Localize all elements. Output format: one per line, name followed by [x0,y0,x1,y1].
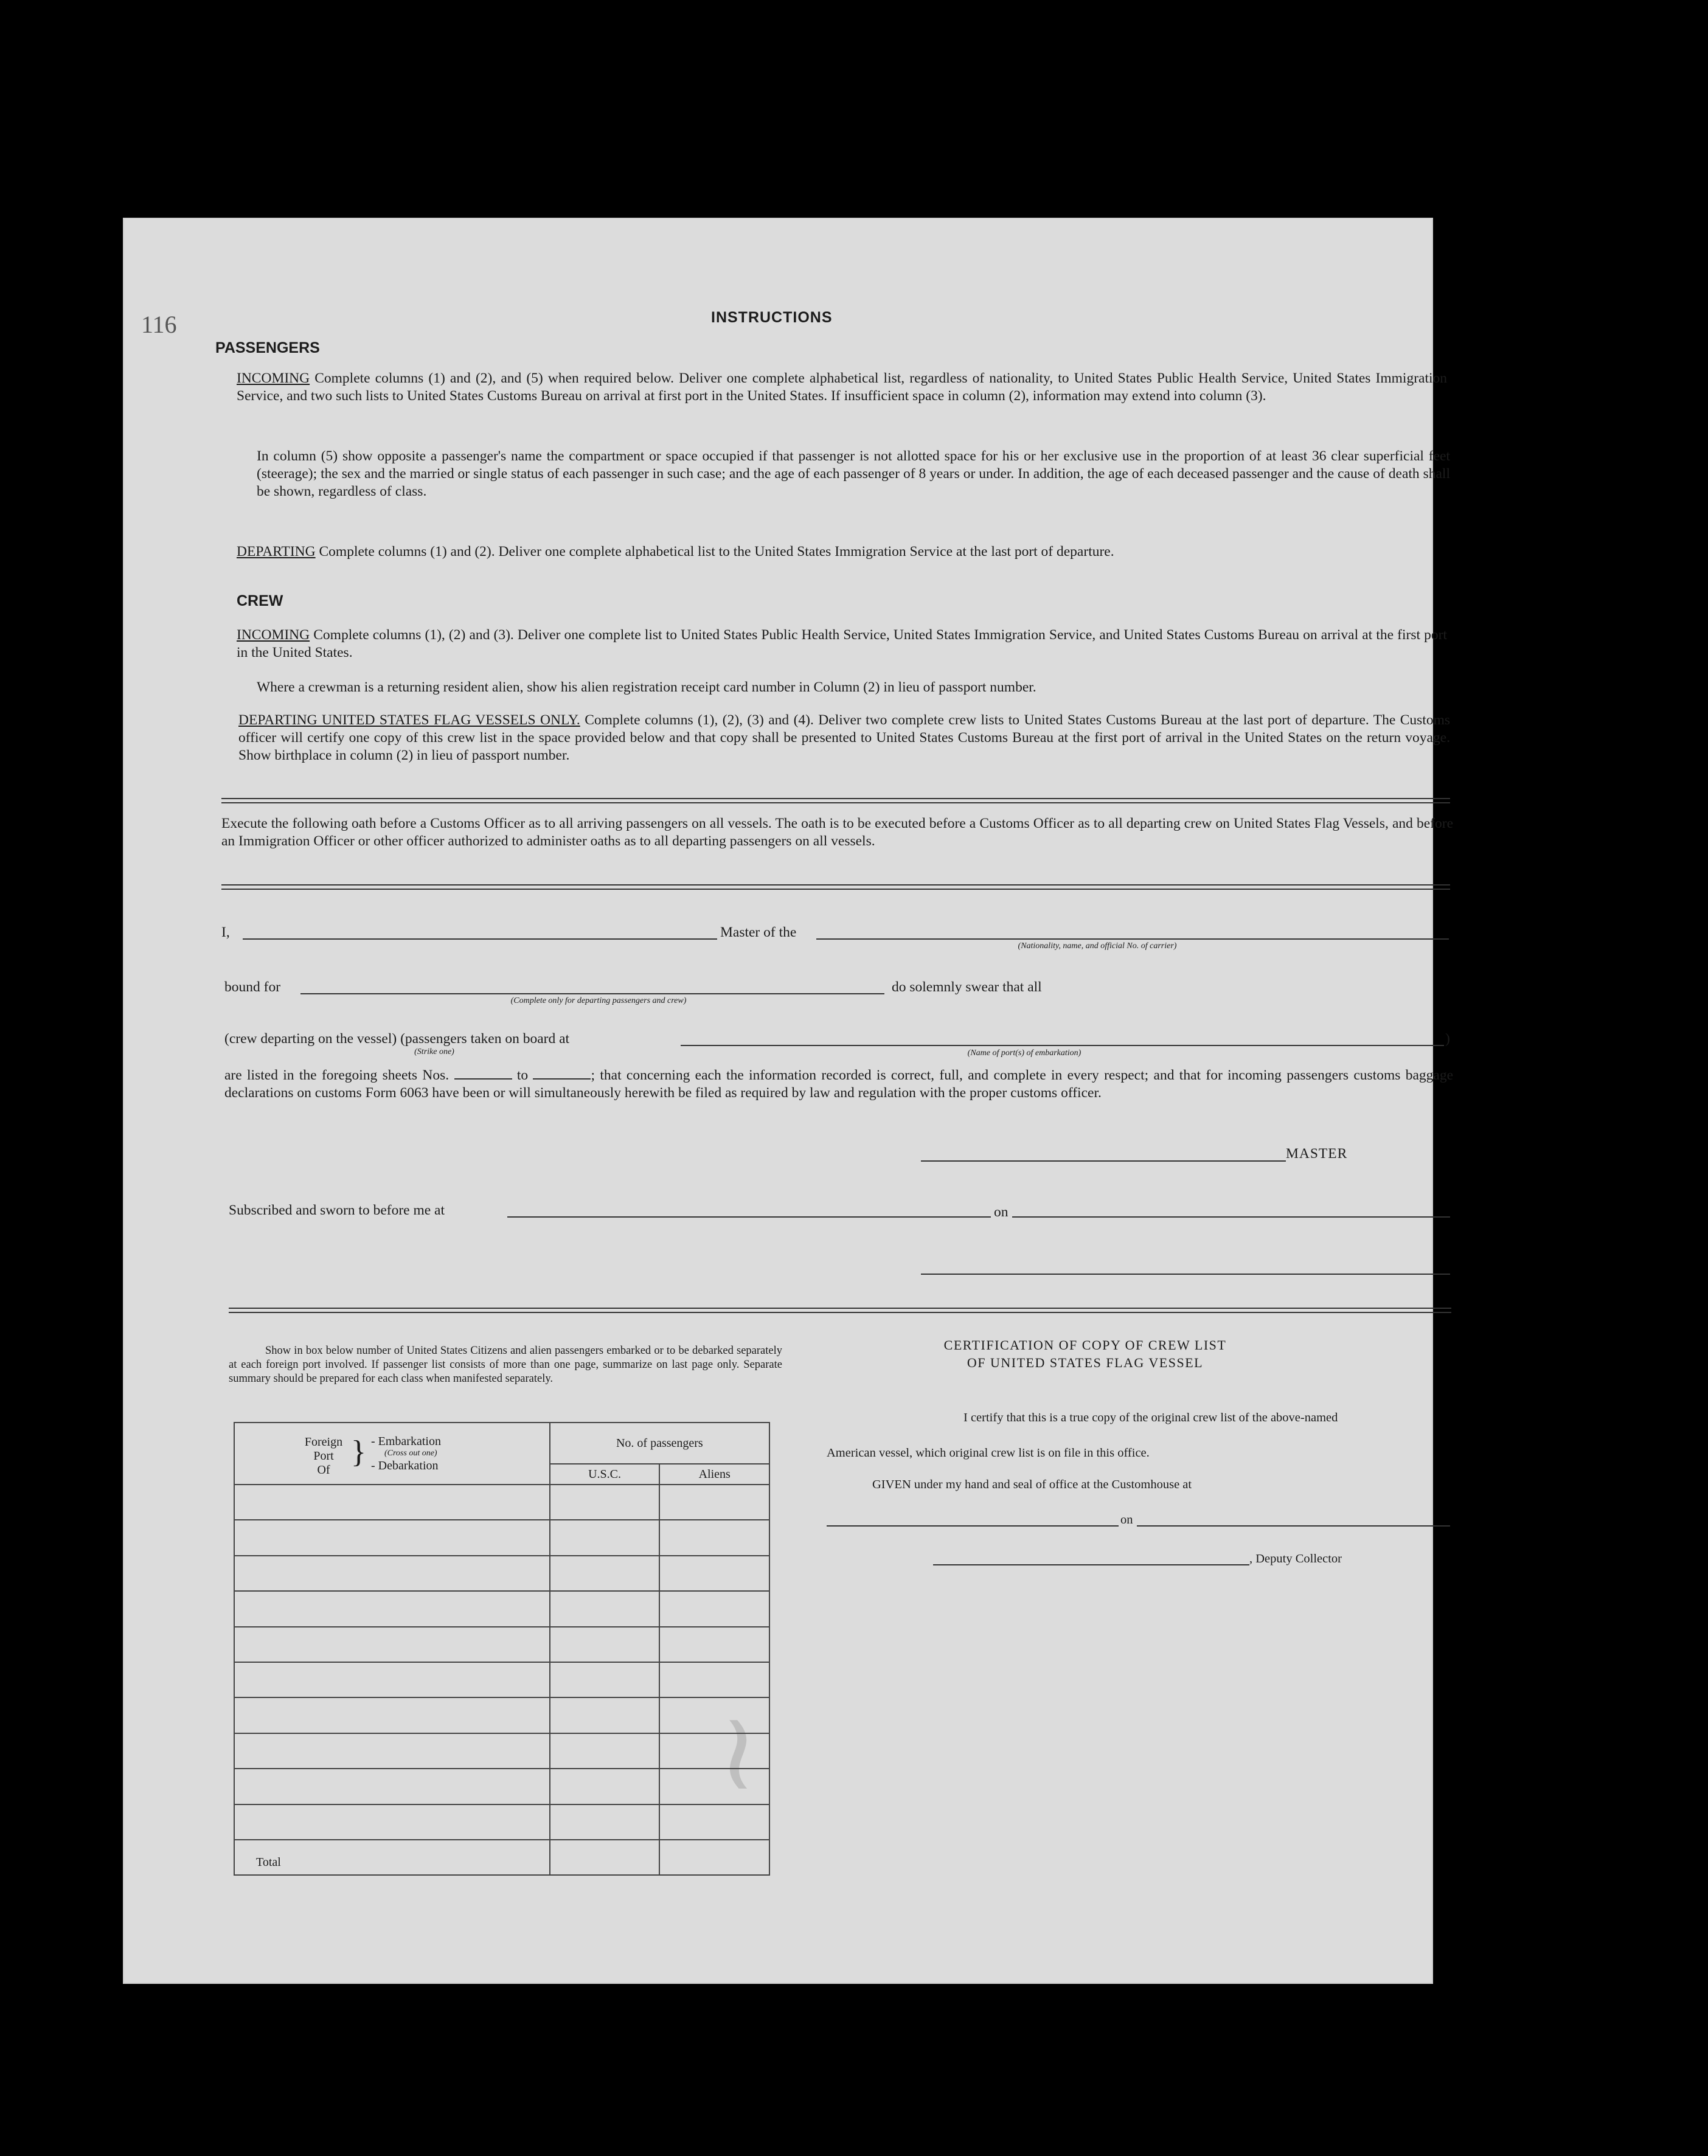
port-cell[interactable] [234,1485,550,1520]
page-mark: 116 [141,311,177,338]
embarkation-port-field[interactable] [681,1045,1444,1046]
officer-signature-field[interactable] [921,1274,1450,1275]
port-cell[interactable] [234,1556,550,1591]
cert-on-label: on [1120,1513,1133,1527]
usc-cell[interactable] [550,1804,660,1840]
sworn-on-label: on [994,1204,1008,1220]
master-signature-field[interactable] [921,1160,1286,1162]
oath-instructions: Execute the following oath before a Customs Officer as to all arriving passengers on all vessels. The oath is to be executed before a Customs Officer as to all departing crew on United States Flag Vessels, and before an Immigration Officer or other officer authorized to administer oaths as to all departing passengers on all vessels. [221,816,1453,849]
brace-icon: } [351,1435,366,1469]
certification-title-line2: OF UNITED STATES FLAG VESSEL [967,1355,1204,1370]
port-cell[interactable] [234,1769,550,1804]
table-row [234,1733,769,1769]
table-row [234,1697,769,1733]
aliens-cell[interactable] [659,1520,769,1555]
deputy-signature-field[interactable] [933,1564,1249,1565]
summary-table [234,1422,770,1876]
cross-out-label: (Cross out one) [384,1449,437,1458]
port-label: Port [313,1449,334,1463]
crew-departing-label: DEPARTING UNITED STATES FLAG VESSELS ONLY. [238,712,580,728]
master-of-the-label: Master of the [720,924,797,940]
bound-for-caption: (Complete only for departing passengers and crew) [510,996,687,1005]
passengers-column5-paragraph: In column (5) show opposite a passenger's name the compartment or space occupied if that passenger is not allotted space for his or her exclusive use in the proportion of at least 36 clear superficial feet (steerage); the sex and the married or single status of each passenger in such case; and the age of each passenger of 8 years or under. In addition, the age of each deceased passenger and the cause of death shall be shown, regardless of class. [257,448,1450,499]
usc-header: U.S.C. [550,1464,660,1485]
of-label: Of [317,1463,330,1477]
foreign-label: Foreign [304,1435,343,1449]
aliens-cell[interactable] [659,1733,769,1769]
port-cell[interactable] [234,1697,550,1733]
total-row [234,1840,769,1875]
certification-title-line1: CERTIFICATION OF COPY OF CREW LIST [943,1337,1227,1353]
to-label: to [516,1067,529,1083]
passengers-heading: PASSENGERS [215,339,320,356]
sworn-place-field[interactable] [507,1216,991,1218]
form-sheet [123,218,1454,1984]
deputy-collector-label: , Deputy Collector [1249,1552,1342,1565]
bleed-through-handwriting: ~ [672,1708,799,1800]
bound-for-field[interactable] [300,993,884,994]
port-cell[interactable] [234,1520,550,1555]
port-cell[interactable] [234,1591,550,1626]
oath-i-label: I, [221,924,230,940]
aliens-total-cell[interactable] [659,1840,769,1875]
table-row [234,1662,769,1697]
crew-incoming-text: Complete columns (1), (2) and (3). Deliver one complete list to United States Public Health Service, United States Immigration Service, and United States Customs Bureau on arrival at the first port in the United States. [237,627,1448,660]
usc-cell[interactable] [550,1485,660,1520]
passengers-incoming-label: INCOMING [237,370,310,386]
aliens-header: Aliens [659,1464,769,1485]
crew-departing-paragraph [238,712,1450,764]
aliens-cell[interactable] [659,1485,769,1520]
customhouse-field[interactable] [827,1525,1119,1527]
port-cell[interactable] [234,1627,550,1662]
crew-resident-paragraph: Where a crewman is a returning resident alien, show his alien registration receipt card number in Column (2) in lieu of passport number. [257,679,1036,695]
carrier-caption: (Nationality, name, and official No. of carrier) [1018,941,1177,951]
usc-total-cell[interactable] [550,1840,660,1875]
cert-date-field[interactable] [1137,1525,1450,1527]
passengers-incoming-text: Complete columns (1) and (2), and (5) when required below. Deliver one complete alphabetical list, regardless of nationality, to United States Public Health Service, United States Immigration Service, and two such lists to United States Customs Bureau on arrival at first port in the United States. If insufficient space in column (2), information may extend into column (3). [237,370,1448,404]
aliens-cell[interactable] [659,1591,769,1626]
certify-line1: I certify that this is a true copy of the original crew list of the above-named [963,1411,1338,1424]
table-row [234,1591,769,1626]
usc-cell[interactable] [550,1520,660,1555]
certification-title [903,1336,1268,1371]
master-name-field[interactable] [243,938,717,940]
strike-one-caption: (Strike one) [414,1047,454,1056]
given-line: GIVEN under my hand and seal of office at the Customhouse at [872,1478,1192,1491]
table-row [234,1485,769,1520]
port-cell[interactable] [234,1733,550,1769]
passengers-departing-paragraph [237,543,1447,561]
foreign-port-header [234,1423,550,1485]
table-row [234,1556,769,1591]
port-cell[interactable] [234,1804,550,1840]
table-row [234,1520,769,1555]
passengers-departing-label: DEPARTING [237,544,316,560]
listed-text: ; that concerning each the information recorded is correct, full, and complete in every respect; and that for incoming passengers customs baggage declarations on customs Form 6063 have been or will simultaneously herewith be filed as required by law and regulation with the proper customs officer. [224,1067,1454,1101]
usc-cell[interactable] [550,1697,660,1733]
passengers-incoming-paragraph [237,370,1447,405]
crew-heading: CREW [237,592,283,609]
table-row [234,1627,769,1662]
debarkation-label[interactable]: - Debarkation [371,1459,439,1472]
summary-instructions: Show in box below number of United States Citizens and alien passengers embarked or to be debarked separately at each foreign port involved. If passenger list consists of more than one page, summarize on last page only. Separate summary should be prepared for each class when manifested separately. [229,1345,782,1385]
divider [221,798,1450,803]
sheet-to-field[interactable] [533,1078,591,1080]
passengers-departing-text: Complete columns (1) and (2). Deliver one complete alphabetical list to the United States Immigration Service at the last port of departure. [319,544,1114,560]
usc-cell[interactable] [550,1591,660,1626]
crew-departing-line: (crew departing on the vessel) (passengers taken on board at [224,1031,570,1047]
total-label: Total [234,1840,550,1875]
aliens-cell[interactable] [659,1556,769,1591]
sworn-date-field[interactable] [1012,1216,1450,1218]
crew-incoming-paragraph [237,626,1447,662]
aliens-cell[interactable] [659,1697,769,1733]
master-label: MASTER [1286,1146,1348,1162]
sheet-from-field[interactable] [454,1078,512,1080]
page-title: INSTRUCTIONS [711,309,833,326]
port-caption: (Name of port(s) of embarkation) [967,1049,1081,1058]
carrier-field[interactable] [816,938,1449,940]
table-row [234,1769,769,1804]
table-row [234,1804,769,1840]
listed-prefix: are listed in the foregoing sheets Nos. [224,1067,450,1083]
aliens-cell[interactable] [659,1627,769,1662]
aliens-cell[interactable] [659,1769,769,1804]
usc-cell[interactable] [550,1627,660,1662]
usc-cell[interactable] [550,1662,660,1697]
aliens-cell[interactable] [659,1804,769,1840]
bound-for-label: bound for [224,979,281,995]
subscribed-label: Subscribed and sworn to before me at [229,1202,445,1218]
no-of-passengers-header: No. of passengers [550,1423,769,1464]
divider [221,884,1450,890]
usc-cell[interactable] [550,1556,660,1591]
solemnly-swear-label: do solemnly swear that all [892,979,1042,995]
crew-departing-text: Complete columns (1), (2), (3) and (4). Deliver two complete crew lists to United States Customs Bureau at the last port of departure. The Customs officer will certify one copy of this crew list in the space provided below and that copy shall be presented to United States Customs Bureau at the first port of arrival in the United States on the return voyage. Show birthplace in column (2) in lieu of passport number. [238,712,1451,763]
aliens-cell[interactable] [659,1662,769,1697]
close-paren: ) [1445,1031,1450,1047]
listed-paragraph [224,1067,1453,1102]
certify-line2: American vessel, which original crew list is on file in this office. [827,1446,1150,1460]
usc-cell[interactable] [550,1769,660,1804]
embarkation-label[interactable]: - Embarkation [371,1435,441,1448]
crew-incoming-label: INCOMING [237,627,310,643]
usc-cell[interactable] [550,1733,660,1769]
port-cell[interactable] [234,1662,550,1697]
divider [229,1308,1451,1313]
